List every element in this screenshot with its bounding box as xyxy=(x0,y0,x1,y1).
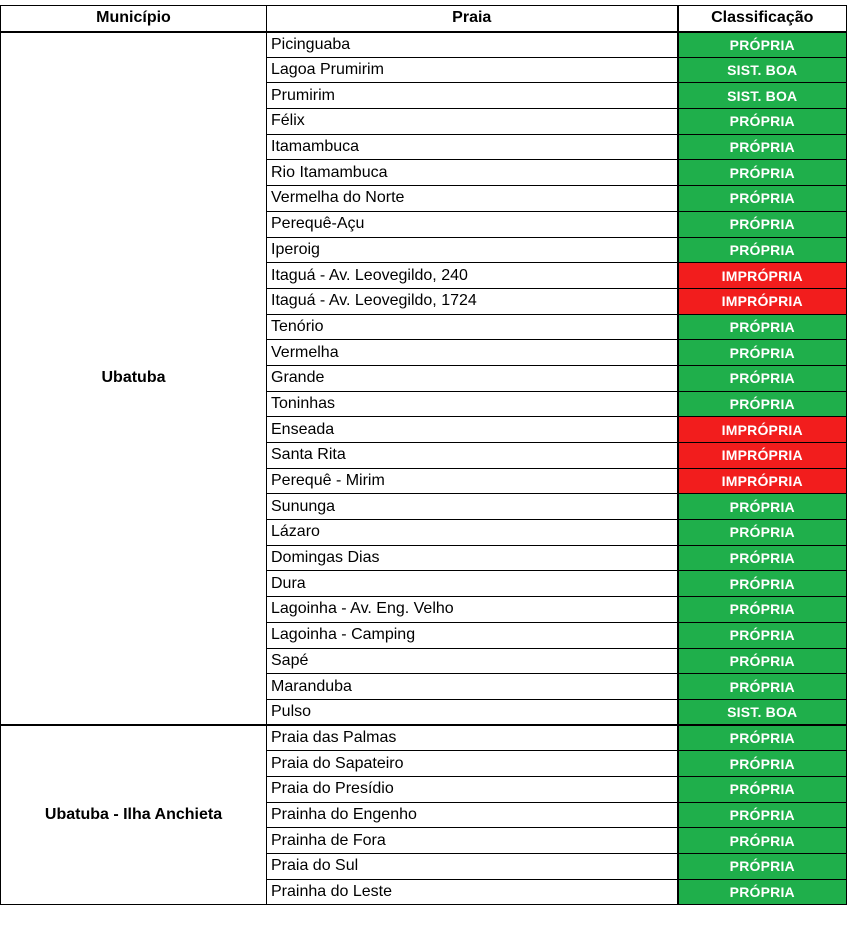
praia-cell: Prainha do Engenho xyxy=(267,802,678,828)
classificacao-badge: PRÓPRIA xyxy=(678,622,847,648)
municipio-cell: Ubatuba - Ilha Anchieta xyxy=(1,725,267,905)
header-row xyxy=(1,6,847,32)
classificacao-badge: PRÓPRIA xyxy=(678,391,847,417)
classificacao-badge: PRÓPRIA xyxy=(678,237,847,263)
classificacao-badge: PRÓPRIA xyxy=(678,160,847,186)
table-body xyxy=(1,32,847,905)
classificacao-badge: PRÓPRIA xyxy=(678,186,847,212)
praia-cell: Lagoinha - Av. Eng. Velho xyxy=(267,597,678,623)
beach-quality-table xyxy=(0,5,847,905)
table-row xyxy=(1,725,847,751)
praia-cell: Félix xyxy=(267,109,678,135)
praia-cell: Prainha de Fora xyxy=(267,828,678,854)
praia-cell: Itamambuca xyxy=(267,134,678,160)
classificacao-badge: PRÓPRIA xyxy=(678,314,847,340)
classificacao-badge: PRÓPRIA xyxy=(678,109,847,135)
classificacao-badge: PRÓPRIA xyxy=(678,648,847,674)
praia-cell: Grande xyxy=(267,365,678,391)
praia-cell: Praia do Sul xyxy=(267,854,678,880)
classificacao-badge: PRÓPRIA xyxy=(678,854,847,880)
header-municipio: Município xyxy=(1,6,267,32)
praia-cell: Prumirim xyxy=(267,83,678,109)
praia-cell: Lázaro xyxy=(267,520,678,546)
praia-cell: Itaguá - Av. Leovegildo, 240 xyxy=(267,263,678,289)
praia-cell: Praia das Palmas xyxy=(267,725,678,751)
classificacao-badge: IMPRÓPRIA xyxy=(678,263,847,289)
classificacao-badge: PRÓPRIA xyxy=(678,32,847,58)
classificacao-badge: SIST. BOA xyxy=(678,83,847,109)
classificacao-badge: PRÓPRIA xyxy=(678,520,847,546)
classificacao-badge: PRÓPRIA xyxy=(678,545,847,571)
praia-cell: Picinguaba xyxy=(267,32,678,58)
praia-cell: Toninhas xyxy=(267,391,678,417)
classificacao-badge: PRÓPRIA xyxy=(678,776,847,802)
praia-cell: Praia do Presídio xyxy=(267,776,678,802)
classificacao-badge: PRÓPRIA xyxy=(678,571,847,597)
classificacao-badge: IMPRÓPRIA xyxy=(678,468,847,494)
praia-cell: Pulso xyxy=(267,699,678,725)
praia-cell: Sununga xyxy=(267,494,678,520)
praia-cell: Dura xyxy=(267,571,678,597)
praia-cell: Perequê - Mirim xyxy=(267,468,678,494)
praia-cell: Vermelha do Norte xyxy=(267,186,678,212)
praia-cell: Itaguá - Av. Leovegildo, 1724 xyxy=(267,288,678,314)
praia-cell: Prainha do Leste xyxy=(267,879,678,905)
header-classificacao: Classificação xyxy=(678,6,847,32)
praia-cell: Rio Itamambuca xyxy=(267,160,678,186)
praia-cell: Perequê-Açu xyxy=(267,211,678,237)
table-row xyxy=(1,32,847,58)
praia-cell: Sapé xyxy=(267,648,678,674)
classificacao-badge: PRÓPRIA xyxy=(678,725,847,751)
praia-cell: Lagoinha - Camping xyxy=(267,622,678,648)
header-praia: Praia xyxy=(267,6,678,32)
praia-cell: Enseada xyxy=(267,417,678,443)
praia-cell: Santa Rita xyxy=(267,443,678,469)
praia-cell: Lagoa Prumirim xyxy=(267,57,678,83)
classificacao-badge: SIST. BOA xyxy=(678,699,847,725)
praia-cell: Iperoig xyxy=(267,237,678,263)
municipio-cell: Ubatuba xyxy=(1,32,267,726)
praia-cell: Maranduba xyxy=(267,674,678,700)
classificacao-badge: IMPRÓPRIA xyxy=(678,288,847,314)
praia-cell: Vermelha xyxy=(267,340,678,366)
classificacao-badge: PRÓPRIA xyxy=(678,751,847,777)
classificacao-badge: SIST. BOA xyxy=(678,57,847,83)
classificacao-badge: PRÓPRIA xyxy=(678,494,847,520)
classificacao-badge: PRÓPRIA xyxy=(678,211,847,237)
classificacao-badge: IMPRÓPRIA xyxy=(678,443,847,469)
classificacao-badge: PRÓPRIA xyxy=(678,340,847,366)
classificacao-badge: PRÓPRIA xyxy=(678,134,847,160)
classificacao-badge: PRÓPRIA xyxy=(678,674,847,700)
praia-cell: Praia do Sapateiro xyxy=(267,751,678,777)
classificacao-badge: IMPRÓPRIA xyxy=(678,417,847,443)
classificacao-badge: PRÓPRIA xyxy=(678,365,847,391)
classificacao-badge: PRÓPRIA xyxy=(678,597,847,623)
classificacao-badge: PRÓPRIA xyxy=(678,879,847,905)
praia-cell: Tenório xyxy=(267,314,678,340)
classificacao-badge: PRÓPRIA xyxy=(678,828,847,854)
classificacao-badge: PRÓPRIA xyxy=(678,802,847,828)
praia-cell: Domingas Dias xyxy=(267,545,678,571)
